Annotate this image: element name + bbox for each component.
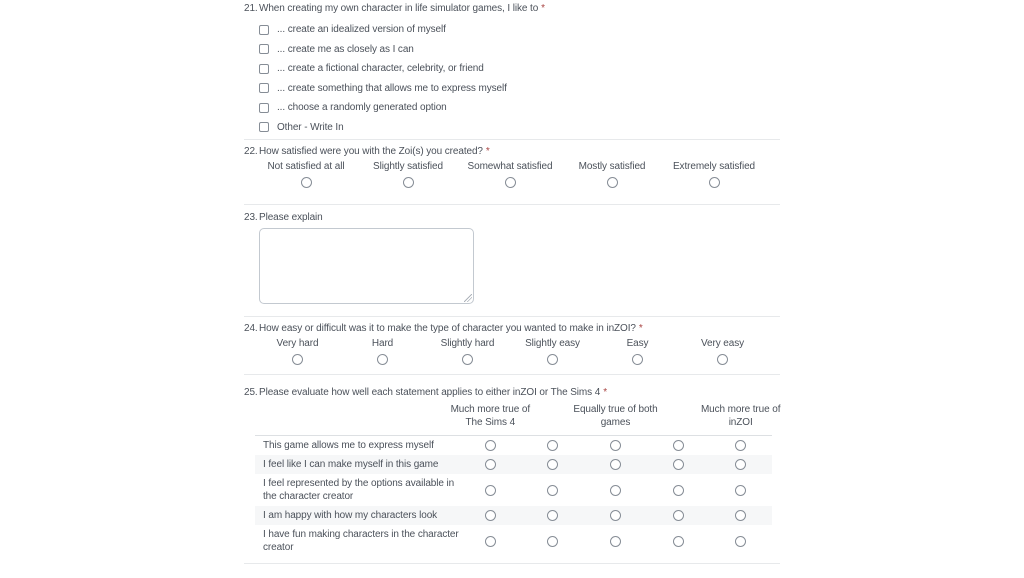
radio-button[interactable] <box>462 354 473 365</box>
checkbox-option[interactable] <box>259 79 780 99</box>
question-22-title <box>244 145 780 158</box>
radio-button[interactable] <box>673 459 684 470</box>
radio-option[interactable] <box>595 337 680 365</box>
radio-button[interactable] <box>485 440 496 451</box>
question-number: 21. <box>244 3 258 14</box>
checkbox-option-label: ... create something that allows me to express myself <box>277 82 507 94</box>
radio-button[interactable] <box>632 354 643 365</box>
radio-button[interactable] <box>735 440 746 451</box>
radio-button[interactable] <box>485 510 496 521</box>
scale-option-label: Very hard <box>276 338 319 349</box>
question-text <box>259 2 545 15</box>
checkbox-option[interactable] <box>259 98 780 118</box>
question-24 <box>244 317 780 374</box>
question-text <box>259 322 643 335</box>
radio-option[interactable] <box>510 337 595 365</box>
resize-handle-icon[interactable] <box>464 294 472 302</box>
radio-button[interactable] <box>735 459 746 470</box>
checkbox-option-label: ... choose a randomly generated option <box>277 102 447 114</box>
question-text <box>259 211 323 224</box>
radio-button[interactable] <box>547 440 558 451</box>
matrix-column-header-label: Much more true of inZOI <box>700 404 781 428</box>
radio-button[interactable] <box>610 510 621 521</box>
matrix-column-header-label: Equally true of both games <box>573 404 658 428</box>
radio-option[interactable] <box>255 160 357 188</box>
scale-option-label: Somewhat satisfied <box>467 161 553 172</box>
radio-button[interactable] <box>547 510 558 521</box>
radio-button[interactable] <box>301 177 312 188</box>
radio-button[interactable] <box>403 177 414 188</box>
radio-option[interactable] <box>680 337 765 365</box>
matrix-column-header <box>700 403 781 429</box>
checkbox-icon[interactable] <box>259 64 269 74</box>
radio-button[interactable] <box>547 536 558 547</box>
checkbox-option[interactable] <box>259 59 780 79</box>
satisfaction-scale <box>255 160 765 188</box>
survey-form <box>244 0 780 564</box>
radio-button[interactable] <box>292 354 303 365</box>
radio-option[interactable] <box>561 160 663 188</box>
matrix-row-label: I am happy with how my characters look <box>263 510 438 521</box>
scale-option-label: Not satisfied at all <box>267 161 345 172</box>
checkbox-icon[interactable] <box>259 83 269 93</box>
matrix-row-label: I feel like I can make myself in this game <box>263 459 439 470</box>
radio-option[interactable] <box>663 160 765 188</box>
checkbox-icon[interactable] <box>259 44 269 54</box>
matrix-column-header-label: Much more true of The Sims 4 <box>450 404 531 428</box>
required-asterisk: * <box>638 323 643 334</box>
matrix-row-label: I have fun making characters in the character creator <box>263 529 459 553</box>
radio-button[interactable] <box>485 536 496 547</box>
difficulty-scale <box>255 337 765 365</box>
radio-button[interactable] <box>673 536 684 547</box>
matrix-column-header <box>573 403 658 429</box>
radio-button[interactable] <box>673 440 684 451</box>
scale-option-label: Mostly satisfied <box>578 161 646 172</box>
matrix-row <box>255 436 772 455</box>
checkbox-option[interactable] <box>259 20 780 40</box>
question-text-label: How easy or difficult was it to make the type of character you wanted to make in inZOI? <box>259 323 636 334</box>
radio-button[interactable] <box>735 485 746 496</box>
checkbox-icon[interactable] <box>259 122 269 132</box>
radio-button[interactable] <box>485 485 496 496</box>
radio-button[interactable] <box>547 459 558 470</box>
question-text-label: Please explain <box>259 212 323 223</box>
question-23 <box>244 205 780 316</box>
scale-option-label: Hard <box>371 338 394 349</box>
matrix-row <box>255 506 772 525</box>
question-text-label: Please evaluate how well each statement applies to either inZOI or The Sims 4 <box>259 387 601 398</box>
question-text <box>259 145 490 158</box>
scale-option-label: Easy <box>626 338 649 349</box>
checkbox-icon[interactable] <box>259 25 269 35</box>
radio-button[interactable] <box>547 485 558 496</box>
scale-option-label: Slightly hard <box>440 338 495 349</box>
question-number: 23. <box>244 212 258 223</box>
question-25-title <box>244 386 780 399</box>
question-22 <box>244 140 780 204</box>
radio-button[interactable] <box>607 177 618 188</box>
question-text <box>259 386 607 399</box>
checkbox-option-label: ... create an idealized version of myself <box>277 24 446 36</box>
checkbox-icon[interactable] <box>259 103 269 113</box>
radio-option[interactable] <box>340 337 425 365</box>
matrix-header-row <box>255 403 781 436</box>
matrix-column-header <box>450 403 531 429</box>
question-21 <box>244 0 780 139</box>
matrix-table <box>255 403 781 557</box>
radio-button[interactable] <box>673 510 684 521</box>
radio-button[interactable] <box>610 440 621 451</box>
radio-button[interactable] <box>610 485 621 496</box>
matrix-row <box>255 474 772 506</box>
matrix-row-label: I feel represented by the options available in the character creator <box>263 478 455 502</box>
textarea-wrapper <box>259 228 474 304</box>
checkbox-option-other[interactable] <box>259 118 780 138</box>
question-text-label: How satisfied were you with the Zoi(s) you created? <box>259 146 483 157</box>
question-23-title <box>244 211 780 224</box>
checkbox-option-label: ... create a fictional character, celebrity, or friend <box>277 63 484 75</box>
required-asterisk: * <box>603 387 607 398</box>
required-asterisk: * <box>485 146 490 157</box>
radio-button[interactable] <box>717 354 728 365</box>
scale-option-label: Very easy <box>700 338 744 349</box>
matrix-row <box>255 525 772 557</box>
radio-button[interactable] <box>610 459 621 470</box>
question-number: 22. <box>244 146 258 157</box>
radio-button[interactable] <box>377 354 388 365</box>
scale-option-label: Slightly satisfied <box>373 161 443 172</box>
radio-button[interactable] <box>673 485 684 496</box>
question-21-title <box>244 2 780 15</box>
question-text-label: When creating my own character in life simulator games, I like to <box>259 3 539 14</box>
question-number: 25. <box>244 387 258 398</box>
question-number: 24. <box>244 323 258 334</box>
scale-option-label: Slightly easy <box>525 338 580 349</box>
scale-option-label: Extremely satisfied <box>672 161 756 172</box>
radio-button[interactable] <box>485 459 496 470</box>
radio-button[interactable] <box>505 177 516 188</box>
question-divider <box>244 563 780 564</box>
checkbox-option-label: Other - Write In <box>277 121 344 133</box>
radio-option[interactable] <box>357 160 459 188</box>
checkbox-option-label: ... create me as closely as I can <box>277 43 414 55</box>
radio-button[interactable] <box>735 536 746 547</box>
matrix-row <box>255 455 772 474</box>
explain-textarea[interactable] <box>259 228 474 304</box>
question-25 <box>244 375 780 563</box>
radio-option[interactable] <box>255 337 340 365</box>
matrix-row-label: This game allows me to express myself <box>263 440 434 451</box>
required-asterisk: * <box>541 3 545 14</box>
checkbox-list <box>259 20 780 137</box>
radio-button[interactable] <box>547 354 558 365</box>
radio-button[interactable] <box>735 510 746 521</box>
checkbox-option[interactable] <box>259 40 780 60</box>
radio-button[interactable] <box>709 177 720 188</box>
radio-option[interactable] <box>459 160 561 188</box>
radio-option[interactable] <box>425 337 510 365</box>
radio-button[interactable] <box>610 536 621 547</box>
question-24-title <box>244 322 780 335</box>
